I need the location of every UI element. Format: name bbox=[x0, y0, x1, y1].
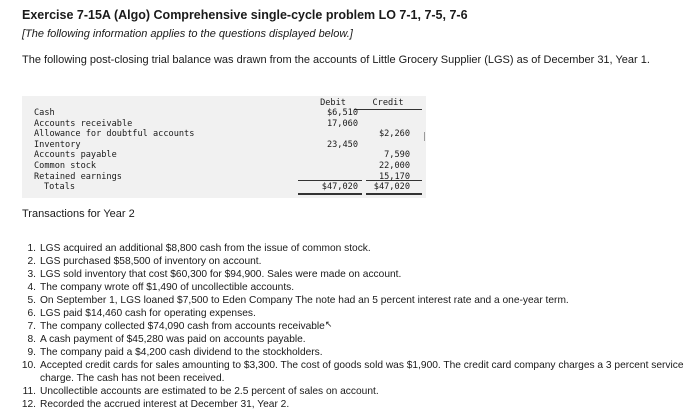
mouse-pointer-icon: ↖ bbox=[324, 319, 333, 329]
item-text: LGS paid $14,460 cash for operating expenses. bbox=[40, 308, 256, 319]
list-item bbox=[14, 385, 690, 398]
account-names bbox=[34, 108, 194, 193]
item-number: 7. bbox=[27, 321, 36, 332]
item-number: 9. bbox=[27, 347, 36, 358]
debit-cash: $6,510 bbox=[326, 108, 358, 118]
credit-column-header: Credit bbox=[354, 98, 422, 110]
item-number: 1. bbox=[27, 243, 36, 254]
account-accounts-receivable: Accounts receivable bbox=[34, 118, 133, 129]
item-text: Recorded the accrued interest at December 31, Year 2. bbox=[40, 399, 290, 410]
account-allowance: Allowance for doubtful accounts bbox=[34, 129, 195, 140]
text-cursor-mark bbox=[424, 132, 425, 141]
account-retained-earnings: Retained earnings bbox=[34, 171, 122, 182]
credit-subtotal-rule bbox=[366, 180, 422, 181]
item-text: LGS acquired an additional $8,800 cash from the issue of common stock. bbox=[40, 243, 371, 254]
list-item bbox=[14, 346, 690, 359]
item-text: LGS purchased $58,500 of inventory on account. bbox=[40, 256, 262, 267]
list-item bbox=[14, 320, 690, 333]
debit-inventory: 23,450 bbox=[326, 139, 358, 150]
item-text: The company collected $74,090 cash from accounts receivable bbox=[40, 321, 325, 332]
list-item bbox=[14, 359, 690, 385]
item-number: 5. bbox=[27, 295, 36, 306]
account-inventory: Inventory bbox=[34, 139, 81, 150]
account-cash: Cash bbox=[34, 108, 55, 118]
transactions-heading: Transactions for Year 2 bbox=[22, 208, 135, 220]
list-item bbox=[14, 268, 690, 281]
transactions-list bbox=[14, 242, 690, 411]
trial-balance-table bbox=[22, 96, 426, 198]
item-text: The company paid a $4,200 cash dividend to the stockholders. bbox=[40, 347, 323, 358]
item-text: Accepted credit cards for sales amounting to $3,300. The cost of goods sold was $1,900. The credit card company charges a 3 percent service charge. The cash has not been received. bbox=[40, 360, 684, 384]
account-common-stock: Common stock bbox=[34, 160, 97, 171]
list-item bbox=[14, 294, 690, 307]
credit-total: $47,020 bbox=[373, 182, 410, 193]
item-text-wrap bbox=[40, 320, 690, 333]
item-number: 12. bbox=[21, 399, 36, 410]
credit-total-rule bbox=[366, 193, 422, 195]
account-accounts-payable: Accounts payable bbox=[34, 150, 117, 161]
item-text: Uncollectible accounts are estimated to be 2.5 percent of sales on account. bbox=[40, 386, 379, 397]
item-number: 11. bbox=[22, 386, 36, 397]
totals-label: Totals bbox=[44, 182, 76, 193]
list-item bbox=[14, 307, 690, 320]
list-item bbox=[14, 398, 690, 411]
item-text: A cash payment of $45,280 was paid on accounts payable. bbox=[40, 334, 306, 345]
item-text: The company wrote off $1,490 of uncollectible accounts. bbox=[40, 282, 295, 293]
item-number: 6. bbox=[27, 308, 36, 319]
exercise-title: Exercise 7-15A (Algo) Comprehensive single-cycle problem LO 7-1, 7-5, 7-6 bbox=[22, 8, 468, 22]
credit-accounts-payable: 7,590 bbox=[384, 150, 410, 161]
credit-common-stock: 22,000 bbox=[378, 161, 410, 171]
list-item bbox=[14, 242, 690, 255]
debit-column-header: Debit bbox=[320, 98, 346, 108]
item-number: 8. bbox=[27, 334, 36, 345]
list-item bbox=[14, 281, 690, 294]
item-text: LGS sold inventory that cost $60,300 for $94,900. Sales were made on account. bbox=[40, 269, 402, 280]
item-text: On September 1, LGS loaned $7,500 to Eden Company The note had an 5 percent interest rate and a one-year term. bbox=[40, 295, 569, 306]
item-number: 2. bbox=[27, 256, 36, 267]
list-item bbox=[14, 255, 690, 268]
intro-paragraph: The following post-closing trial balance was drawn from the accounts of Little Grocery Supplier (LGS) as of December 31, Year 1. bbox=[22, 54, 650, 66]
list-item bbox=[14, 333, 690, 346]
item-number: 3. bbox=[27, 269, 36, 280]
debit-subtotal-rule bbox=[298, 180, 362, 181]
item-number: 10. bbox=[21, 360, 36, 371]
credit-allowance: $2,260 bbox=[378, 129, 410, 140]
debit-total: $47,020 bbox=[321, 182, 358, 193]
debit-accounts-receivable: 17,060 bbox=[326, 118, 358, 129]
item-number: 4. bbox=[27, 282, 36, 293]
debit-total-rule bbox=[298, 193, 362, 195]
info-subtitle: [The following information applies to the questions displayed below.] bbox=[22, 28, 353, 40]
credit-retained-earnings: 15,170 bbox=[378, 171, 410, 182]
